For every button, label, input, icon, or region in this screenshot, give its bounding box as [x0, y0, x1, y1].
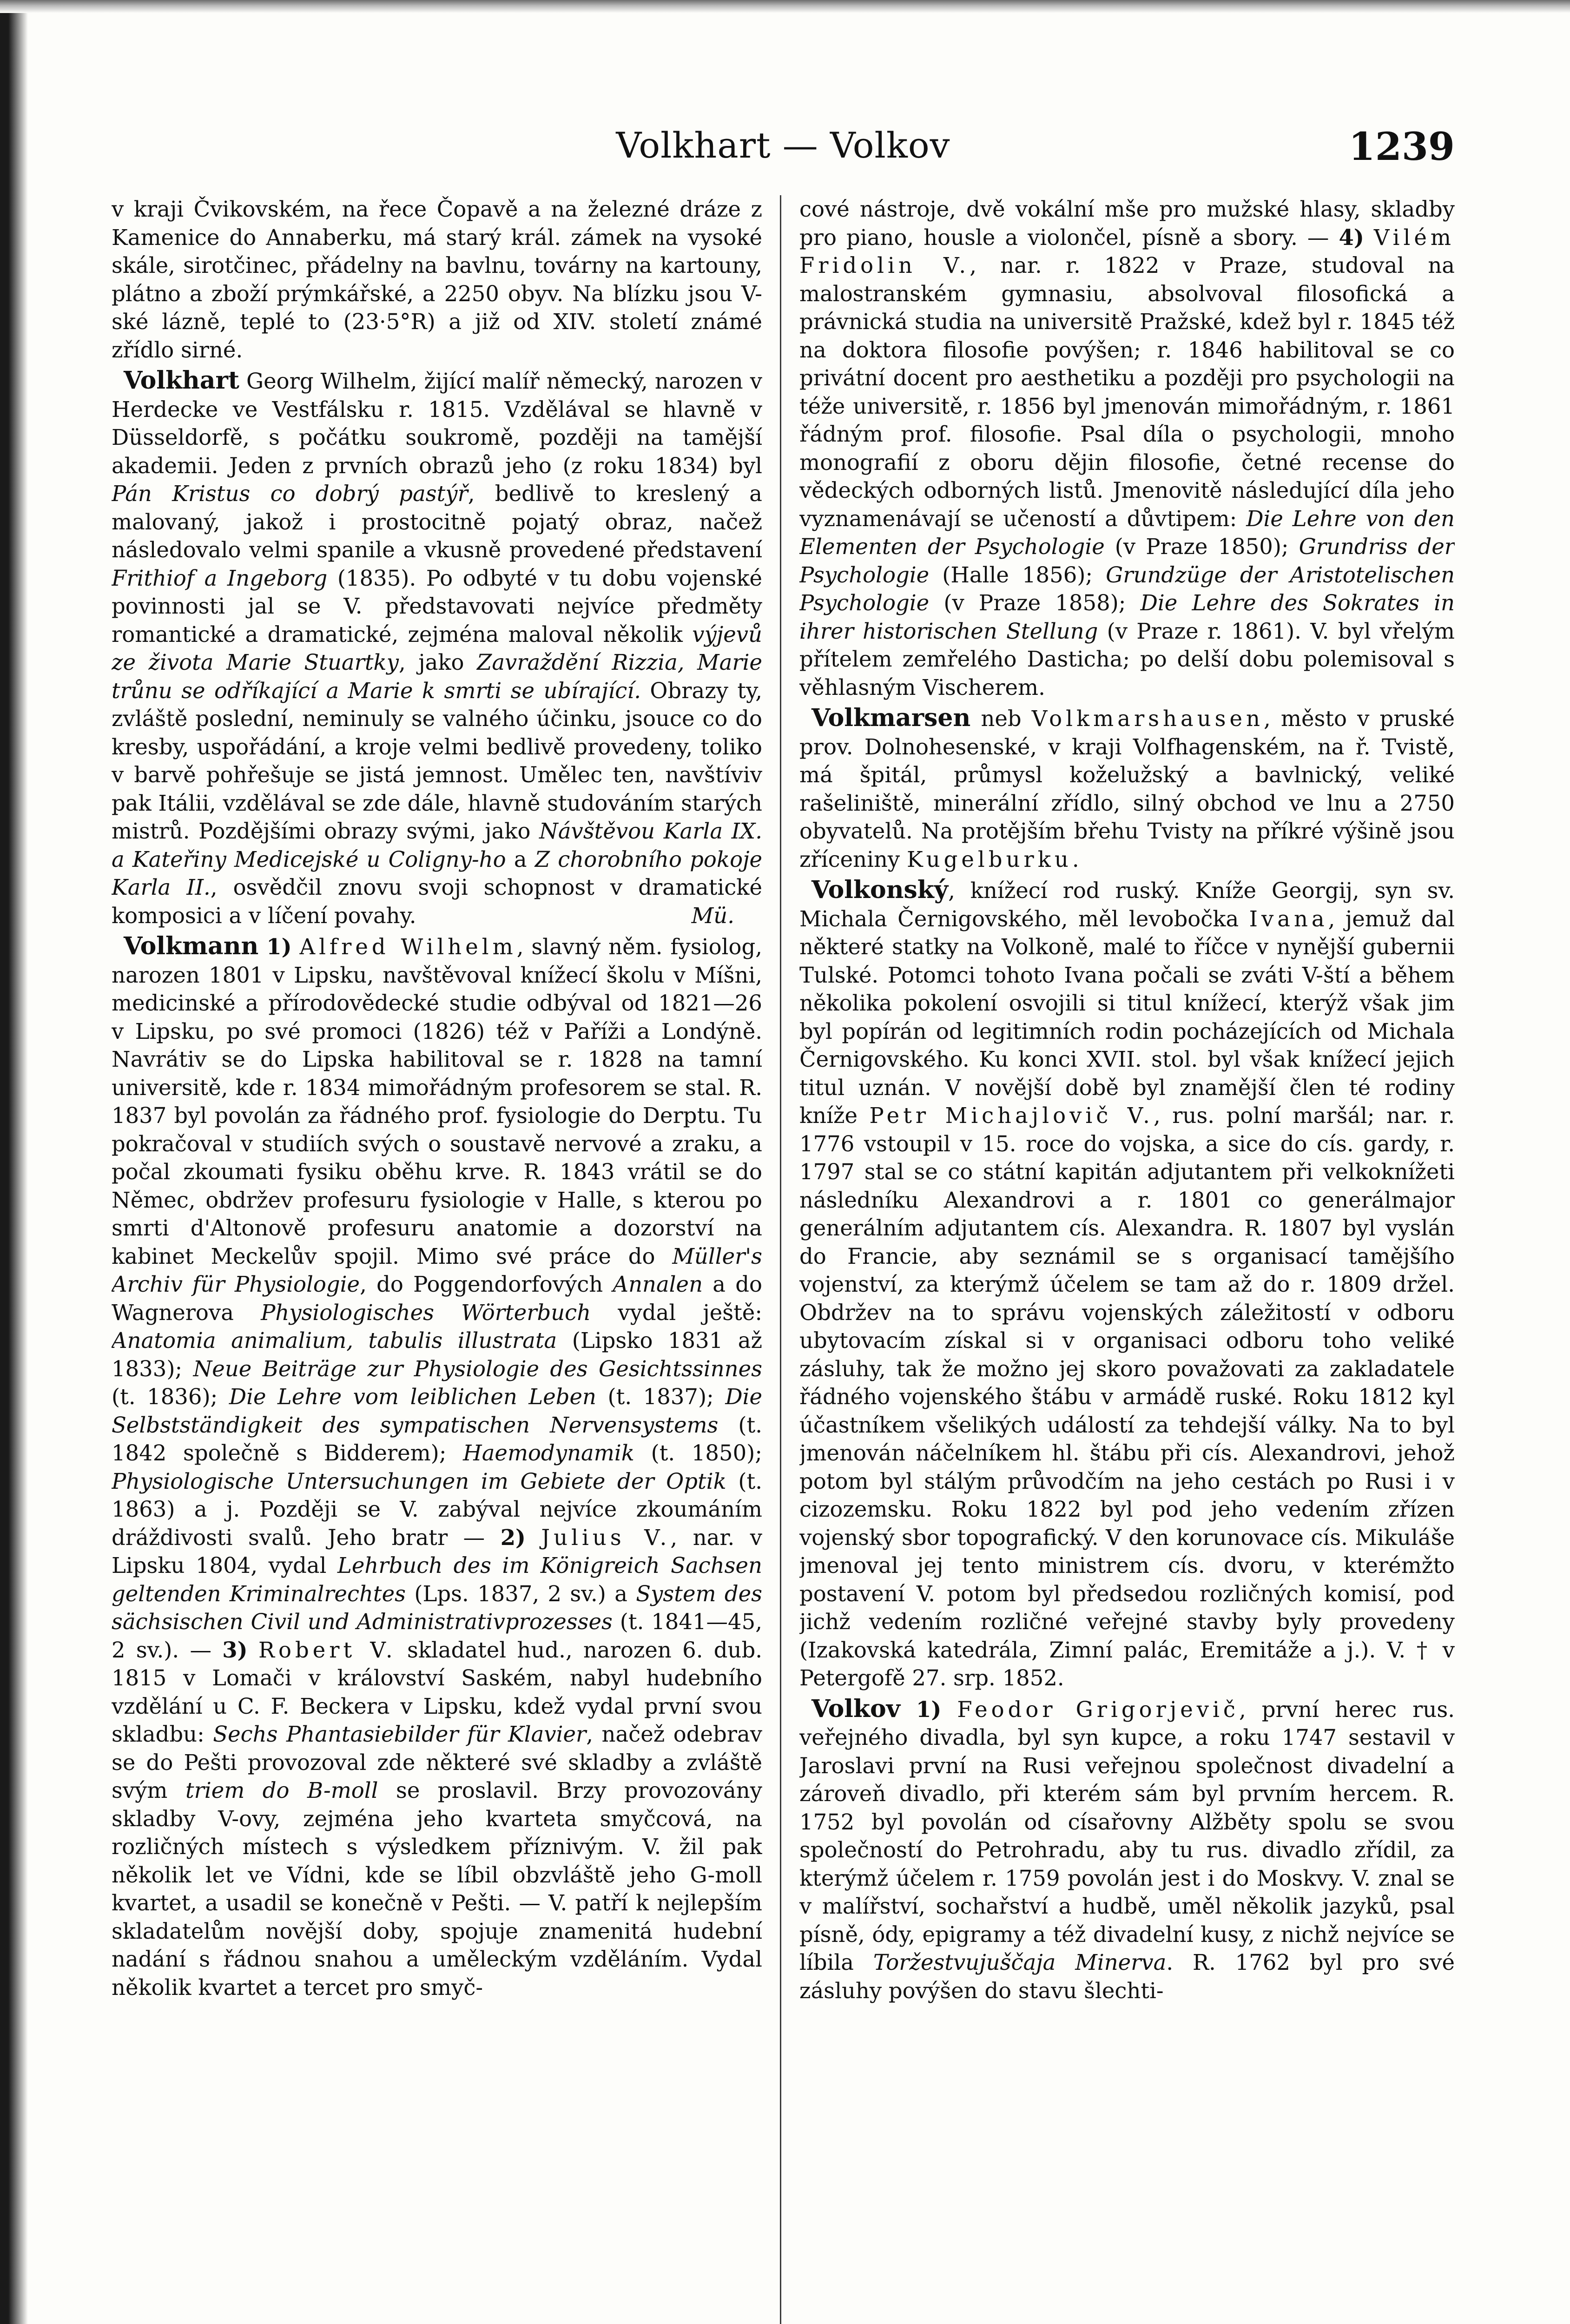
paragraph-continuation: v kraji Čvikovském, na řece Čopavě a na železné dráze z Kamenice do Annaberku, má starý král. zámek na vysoké skále, sirotčinec, přádelny na bavlnu, továrny na kartouny, plátno a zboží prýmkářské, a 2250 obyv. Na blízku jsou V-ské lázně, teplé to (23·5°R) a již od XIV. století známé zřídlo sirné. — [112, 197, 762, 363]
running-title: Volkhart — Volkov — [616, 125, 950, 166]
headword-volkhart: Volkhart — [124, 366, 239, 395]
running-header — [112, 125, 1455, 176]
entry-volkmann: Volkmann 1) Alfred Wilhelm, slavný něm. fysiolog, narozen 1801 v Lipsku, navštěvoval knížecí školu v Míšni, medicinské a přírodovědecké studie odbýval od 1821—26 v Lipsku, po své promoci (1826) též v Paříži a Londýně. Navrátiv se do Lipska habilitoval se r. 1828 na tamní universitě, kde r. 1834 mimořádným profesorem se stal. R. 1837 byl povolán za řádného prof. fysiologie do Derptu. Tu pokračoval v studiích svých o soustavě nervové a zraku, a počal zkoumati fysiku oběhu krve. R. 1843 vrátil se do Němec, obdržev profesuru fysiologie v Halle, s kterou po smrti d'Altonově profesuru anatomie a dozorství na kabinet Meckelův spojil. Mimo své práce do Müller's Archiv für Physiologie, do Poggendorfových Annalen a do Wagnerova Physiologisches Wörterbuch vydal ještě: Anatomia animalium, tabulis illustrata (Lipsko 1831 až 1833); Neue Beiträge zur Physiologie des Gesichtssinnes (t. 1836); Die Lehre vom leiblichen Leben (t. 1837); Die Selbstständigkeit des sympatischen Nervensystems (t. 1842 společně s Bidderem); Haemodynamik (t. 1850); Physiologische Untersuchungen im Gebiete der Optik (t. 1863) a j. Později se V. zabýval nejvíce zkoumáním dráždivosti svalů. Jeho bratr — 2) Julius V., nar. v Lipsku 1804, vydal Lehrbuch des im Königreich Sachsen geltenden Kriminalrechtes (Lps. 1837, 2 sv.) a System des sächsischen Civil und Administrativprozesses (t. 1841—45, 2 sv.). — 3) Robert V. skladatel hud., narozen 6. dub. 1815 v Lomači v království Saském, nabyl hudebního vzdělání u C. F. Beckera v Lipsku, kdež vydal první svou skladbu: Sechs Phantasiebilder für Klavier, načež odebrav se do Pešti provozoval zde některé své skladby a zvláště svým triem do B-moll se proslavil. Brzy provozovány skladby V-ovy, zejména jeho kvarteta smyčcová, na rozličných místech s výsledkem příznivým. V. žil pak několik let ve Vídni, kde se líbil obzvláště jeho G-moll kvartet, a usadil se konečně v Pešti. — V. patří k nejlepším skladatelům novější doby, spojuje znamenitá hudební nadání s řádnou snahou a uměleckým vzděláním. Vydal několik kvartet a tercet pro smyč- — [112, 932, 762, 2000]
author-signature: Mü. — [691, 903, 734, 928]
left-column — [112, 195, 762, 2324]
page-top-shadow — [0, 0, 1570, 13]
column-rule — [780, 195, 781, 2324]
entry-volkov: Volkov 1) Feodor Grigorjevič, první herec rus. veřejného divadla, byl syn kupce, a roku 1747 sestavil v Jaroslavi první na Rusi veřejnou společnost divadelní a zároveň divadlo, při kterém sám byl prvním hercem. R. 1752 byl povolán od císařovny Alžběty spolu se svou společností do Petrohradu, aby tu rus. divadlo zřídil, za kterýmž účelem r. 1759 povolán jest i do Moskvy. V. znal se v malířství, sochařství a hudbě, uměl několik jazyků, psal písně, ódy, epigramy a též divadelní kusy, z nichž nejvíce se líbila Toržestvujuščaja Minerva. R. 1762 byl pro své zásluhy povýšen do stavu šlechti- — [799, 1694, 1455, 2003]
headword-volkonskij: Volkonský — [811, 876, 949, 904]
headword-volkmarsen: Volkmarsen — [811, 704, 971, 732]
entry-volkonskij: Volkonský, knížecí rod ruský. Kníže Georgij, syn sv. Michala Černigovského, měl levobočka Ivana, jemuž dal některé statky na Volkoně, malé to říčce v nynější gubernii Tulské. Potomci tohoto Ivana počali se zváti V-ští a během několika pokolení osvojili si titul knížecí, kterýž však jim byl popírán od legitimních rodin pocházejících od Michala Černigovského. Ku konci XVII. stol. byl však knížecí jejich titul uznán. V novější době byl znamější člen té rodiny kníže Petr Michajlovič V., rus. polní maršál; nar. r. 1776 vstoupil v 15. roce do vojska, a sice do cís. gardy, r. 1797 stal se co státní kapitán adjutantem při velkoknížeti následníku Alexandrovi a r. 1801 co generálmajor generálním adjutantem cís. Alexandra. R. 1807 byl vyslán do Francie, aby seznámil se s organisací tamějšího vojenství, za kterýmž účelem se tam až do r. 1809 držel. Obdržev na to správu vojenských záležitostí v odboru ubytovacím získal si v organisaci odboru toho veliké zásluhy, tak že možno jej skoro považovati za zakladatele řádného vojenského štábu v armádě ruské. Roku 1812 kyl účastníkem všelikých událostí za tehdejší války. Na to byl jmenován náčelníkem hl. štábu při cís. Alexandrovi, jehož potom byl stálým průvodčím na jeho cestách po Rusi i v cizozemsku. Roku 1822 byl pod jeho vedením zřízen vojenský sbor topografický. V den korunovace cís. Mikuláše jmenoval jej tento ministrem cís. dvoru, v kterémžto postavení V. potom byl předsedou rozličných komisí, pod jichž vedením rozličné veřejné stavby byly provedeny (Izakovská katedrála, Zimní palác, Eremitáže a j.). V. † v Petergofě 27. srp. 1852. — [799, 876, 1455, 1690]
entry-volkmarsen: Volkmarsen neb Volkmarshausen, město v pruské prov. Dolnohesenské, v kraji Volfhagenském, na ř. Tvistě, má špitál, průmysl koželužský a bavlnický, veliké rašeliniště, minerální zřídlo, silný obchod ve lnu a 2750 obyvatelů. Na protějším břehu Tvisty na příkré výšině jsou zříceniny Kugelburku. — [799, 704, 1455, 872]
headword-volkov: Volkov — [811, 1694, 900, 1723]
headword-volkmann: Volkmann — [124, 932, 259, 960]
paragraph-continuation-right: cové nástroje, dvě vokální mše pro mužské hlasy, skladby pro piano, housle a violončel, písně a sbory. — 4) Vilém Fridolin V., nar. r. 1822 v Praze, studoval na malostranském gymnasiu, absolvoval filosofická a právnická studia na universitě Pražské, kdež byl r. 1845 též na doktora filosofie povýšen; r. 1846 habilitoval se co privátní docent pro aesthetiku a později pro psychologii na téže universitě, r. 1856 byl jmenován mimořádným, r. 1861 řádným prof. filosofie. Psal díla o psychologii, mnoho monografií z oboru dějin filosofie, četné recense do vědeckých odborných listů. Jmenovitě následující díla jeho vyznamenávají se učeností a důvtipem: Die Lehre von den Elementen der Psychologie (v Praze 1850); Grundriss der Psychologie (Halle 1856); Grundzüge der Aristotelischen Psychologie (v Praze 1858); Die Lehre des Sokrates in ihrer historischen Stellung (v Praze r. 1861). V. byl vřelým přítelem zemřelého Dasticha; po delší dobu polemisoval s věhlasným Vischerem. — [799, 197, 1455, 700]
page-left-shadow — [0, 0, 28, 2324]
right-column — [799, 195, 1455, 2324]
page-number: 1239 — [1348, 125, 1455, 169]
entry-volkhart: Volkhart Georg Wilhelm, žijící malíř německý, narozen v Herdecke ve Vestfálsku r. 1815. Vzdělával se hlavně v Düsseldorfě, s počátku soukromě, později na tamější akademii. Jeden z prvních obrazů jeho (z roku 1834) byl Pán Kristus co dobrý pastýř, bedlivě to kreslený a malovaný, jakož i prostocitně pojatý obraz, načež následovalo velmi spanile a vkusně provedené představení Frithiof a Ingeborg (1835). Po odbyté v tu dobu vojenské povinnosti jal se V. představovati nejvíce předměty romantické a dramatické, zejména maloval několik výjevů ze života Marie Stuartky, jako Zavraždění Rizzia, Marie trůnu se odříkající a Marie k smrti se ubírající. Obrazy ty, zvláště poslední, neminuly se valného účinku, jsouce co do kresby, uspořádání, a kroje velmi bedlivě provedeny, toliko v barvě pohřešuje se jistá jemnost. Umělec ten, navštíviv pak Itálii, vzdělával se zde dále, hlavně studováním starých mistrů. Pozdějšími obrazy svými, jako Návštěvou Karla IX. a Kateřiny Medicejské u Coligny-ho a Z chorobního pokoje Karla II., osvědčil znovu svoji schopnost v dramatické komposici a v líčení povahy. Mü. — [112, 367, 762, 930]
